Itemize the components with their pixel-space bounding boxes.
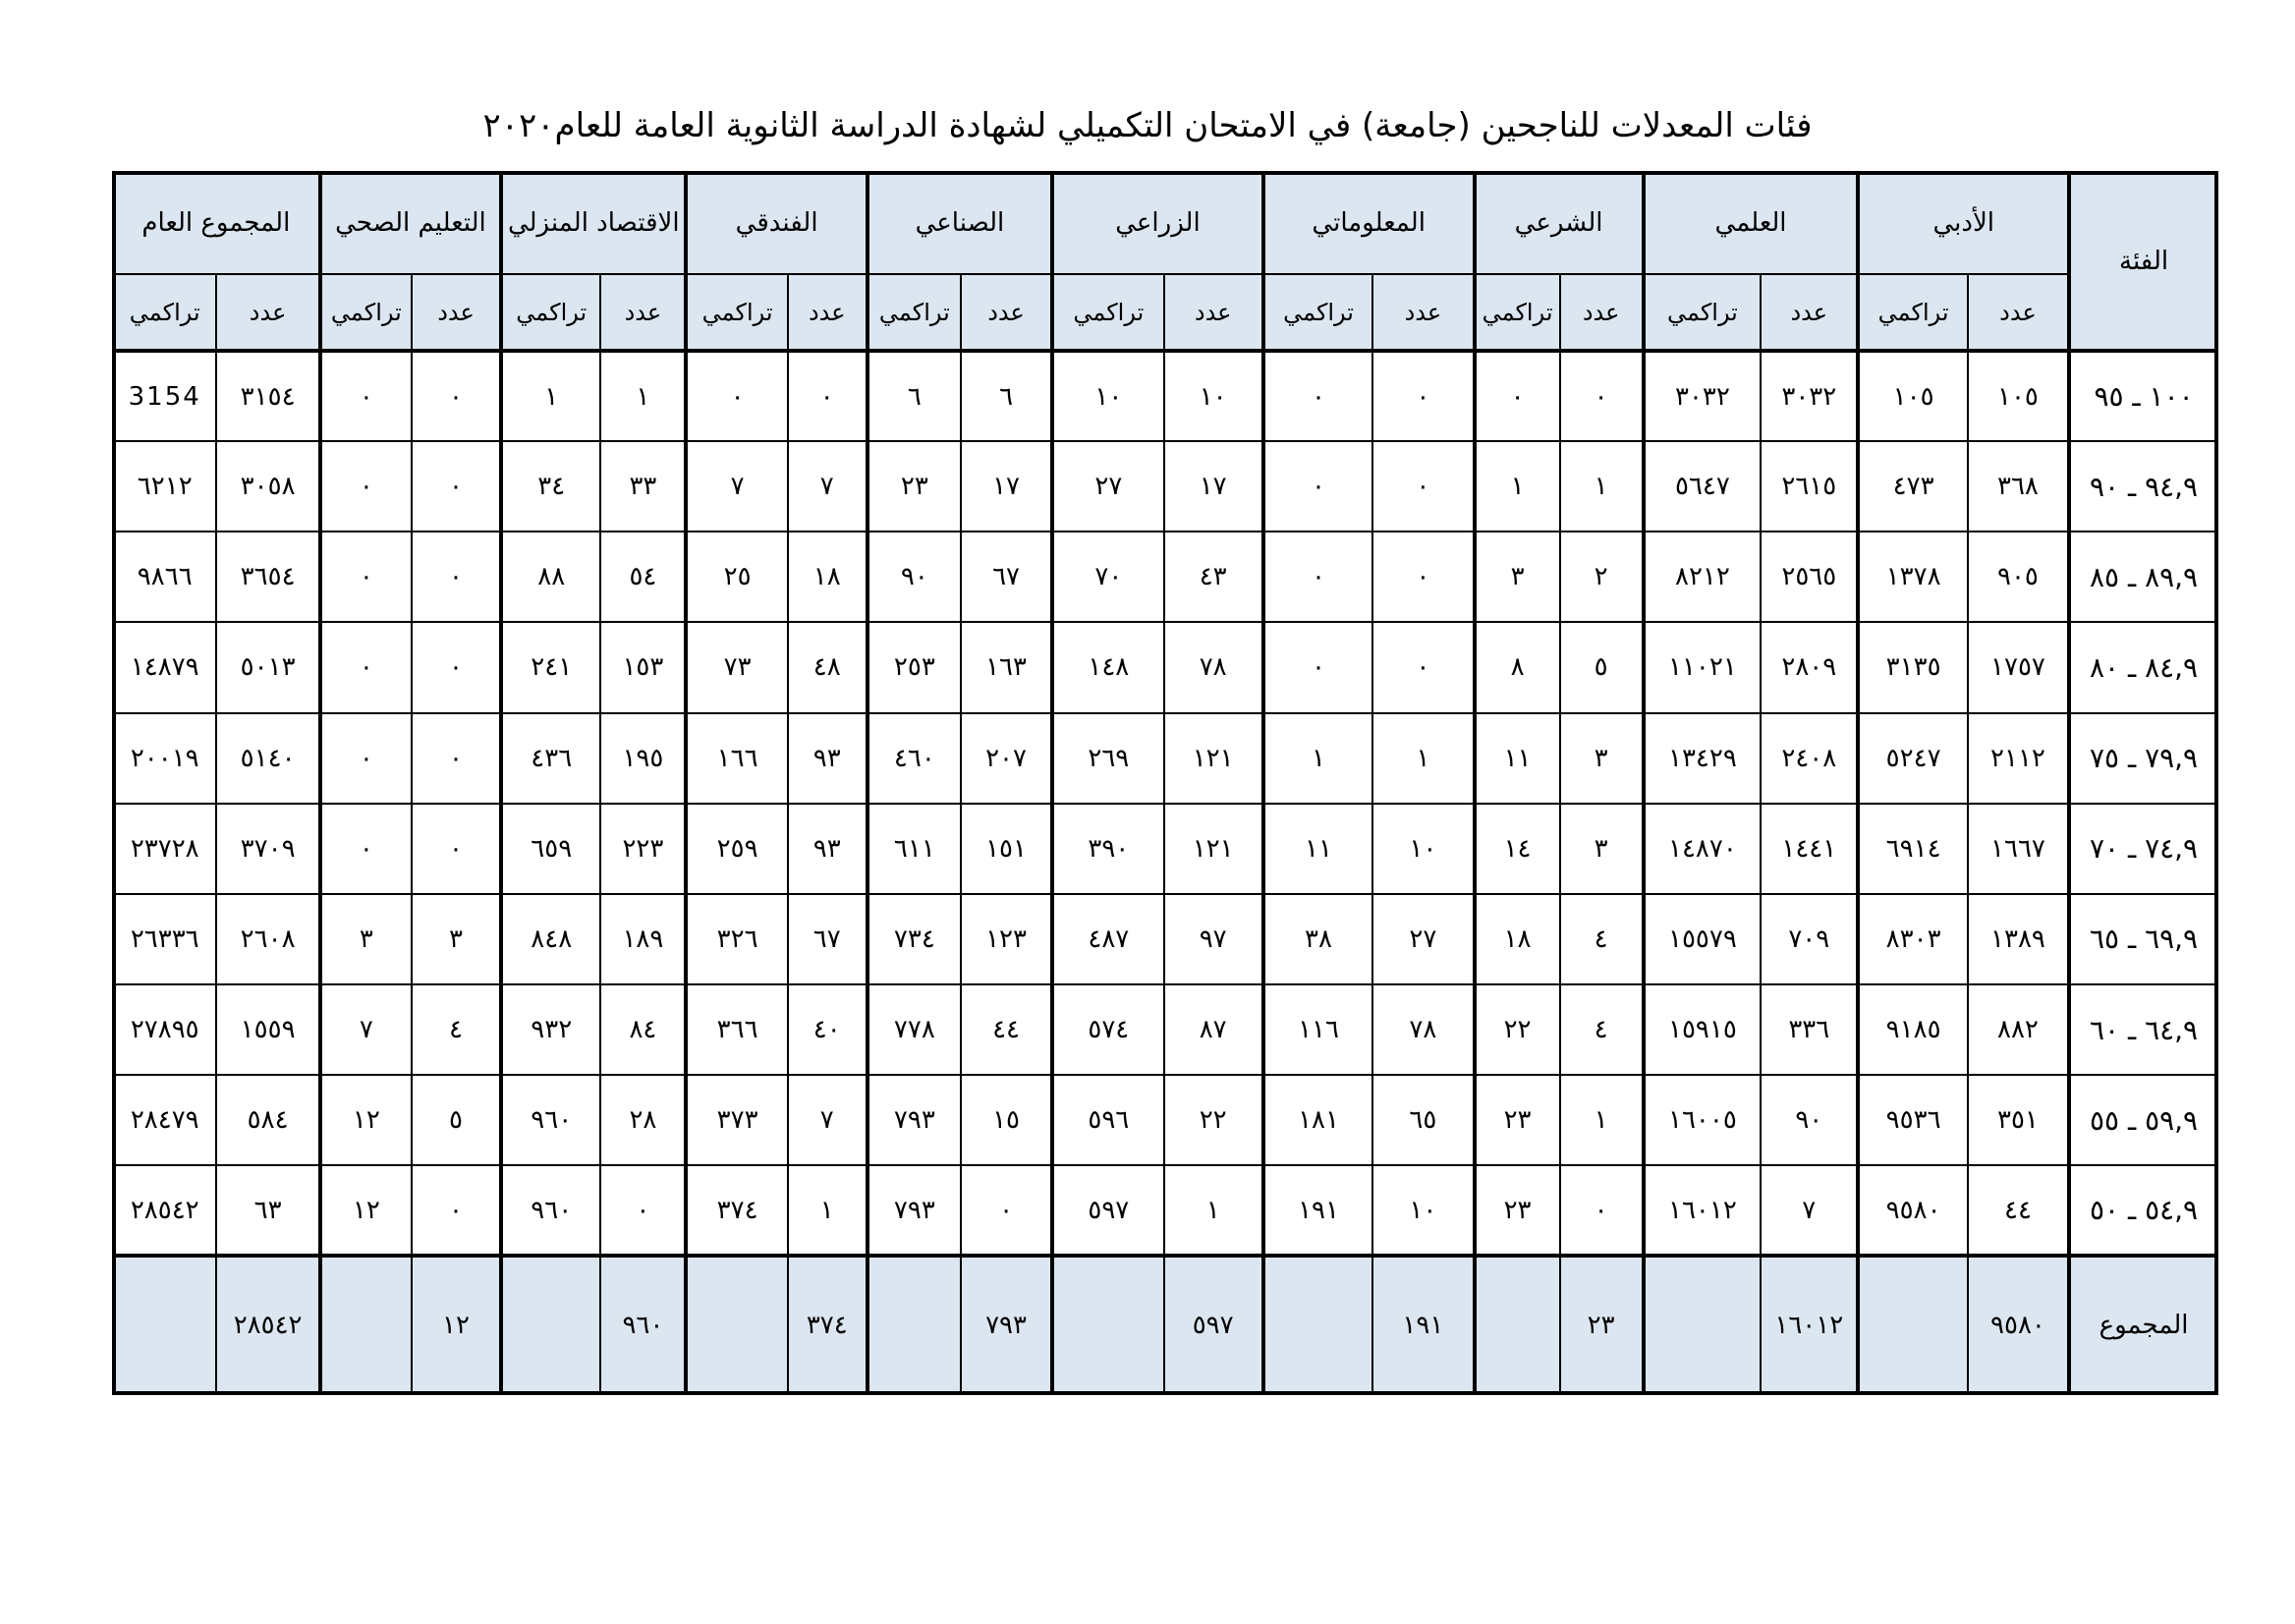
- total-cell: ٢٨٥٤٢: [216, 1256, 319, 1394]
- category-cell: ١٠٠ ـ ٩٥: [2069, 351, 2217, 441]
- table-cell: ١٨: [788, 532, 868, 622]
- count-subheader: عدد: [216, 274, 319, 351]
- total-cell: [1052, 1256, 1163, 1394]
- table-cell: ٣٠٣٢: [1644, 351, 1762, 441]
- table-cell: ٨٨٢: [1968, 984, 2069, 1075]
- table-cell: ٥٢٤٧: [1858, 713, 1967, 804]
- table-cell: ٣٩٠: [1052, 804, 1163, 894]
- table-cell: ١٦٠١٢: [1644, 1165, 1762, 1256]
- total-cell: [1475, 1256, 1560, 1394]
- table-cell: ٢٨٠٩: [1761, 622, 1858, 712]
- table-cell: ٢٥٦٥: [1761, 532, 1858, 622]
- table-cell: ٠: [600, 1165, 686, 1256]
- table-cell: ٨٧: [1164, 984, 1263, 1075]
- table-cell: ١٦٦٧: [1968, 804, 2069, 894]
- table-cell: ٤٦٠: [868, 713, 961, 804]
- table-cell: ٧٩٣: [868, 1165, 961, 1256]
- table-cell: ١٣٧٨: [1858, 532, 1967, 622]
- table-cell: ١٢١: [1164, 804, 1263, 894]
- table-cell: ٤٤: [1968, 1165, 2069, 1256]
- table-row: [113, 804, 2217, 894]
- table-cell: ٤٧٣: [1858, 441, 1967, 532]
- total-cell: ٩٦٠: [600, 1256, 686, 1394]
- table-cell: ٧٧٨: [868, 984, 961, 1075]
- cumulative-subheader: تراكمي: [113, 274, 216, 351]
- table-cell: ٣١٥٤: [216, 351, 319, 441]
- table-cell: ٢: [1560, 532, 1644, 622]
- table-cell: ٢٤١: [501, 622, 600, 712]
- table-cell: ٦٧: [961, 532, 1052, 622]
- table-cell: ٢٧: [1372, 894, 1474, 984]
- table-cell: ٠: [412, 713, 501, 804]
- table-cell: ١٤٤١: [1761, 804, 1858, 894]
- table-cell: ٠: [1263, 532, 1372, 622]
- table-cell: ٠: [686, 351, 787, 441]
- table-cell: ٢٢: [1164, 1075, 1263, 1165]
- table-cell: ٤٨٧: [1052, 894, 1163, 984]
- table-cell: ١٩١: [1263, 1165, 1372, 1256]
- table-cell: ٨٤٨: [501, 894, 600, 984]
- table-cell: 3154: [113, 351, 216, 441]
- table-cell: ١٤٨٧٩: [113, 622, 216, 712]
- table-cell: ٥٩٦: [1052, 1075, 1163, 1165]
- table-cell: ١٠: [1164, 351, 1263, 441]
- table-cell: ٠: [961, 1165, 1052, 1256]
- table-cell: ٩٠: [868, 532, 961, 622]
- table-cell: ٤٨: [788, 622, 868, 712]
- table-cell: ٢٨٥٤٢: [113, 1165, 216, 1256]
- category-cell: ٨٩,٩ ـ ٨٥: [2069, 532, 2217, 622]
- table-cell: ١٥: [961, 1075, 1052, 1165]
- table-cell: ١٦٦: [686, 713, 787, 804]
- total-cell: [1858, 1256, 1967, 1394]
- table-cell: ٣٧٤: [686, 1165, 787, 1256]
- table-cell: ٧٣: [686, 622, 787, 712]
- table-cell: ٦: [868, 351, 961, 441]
- table-cell: ٢٦٠٨: [216, 894, 319, 984]
- total-cell: [868, 1256, 961, 1394]
- table-cell: ٥: [412, 1075, 501, 1165]
- table-cell: ١٤٨٧٠: [1644, 804, 1762, 894]
- table-cell: ٣٠٥٨: [216, 441, 319, 532]
- total-cell: ١٢: [412, 1256, 501, 1394]
- table-cell: ١: [501, 351, 600, 441]
- table-cell: ١٥١: [961, 804, 1052, 894]
- table-cell: ٥٧٤: [1052, 984, 1163, 1075]
- table-cell: ٢٧٨٩٥: [113, 984, 216, 1075]
- total-label: المجموع: [2069, 1256, 2217, 1394]
- table-cell: ٣٦٨: [1968, 441, 2069, 532]
- table-cell: ٠: [320, 622, 412, 712]
- cumulative-subheader: تراكمي: [1052, 274, 1163, 351]
- table-cell: ١: [788, 1165, 868, 1256]
- table-cell: ٥٩٧: [1052, 1165, 1163, 1256]
- table-cell: ٦١١: [868, 804, 961, 894]
- table-cell: ١: [1263, 713, 1372, 804]
- table-cell: ١: [600, 351, 686, 441]
- table-cell: ١٥٩١٥: [1644, 984, 1762, 1075]
- table-cell: ١: [1475, 441, 1560, 532]
- count-subheader: عدد: [1761, 274, 1858, 351]
- table-cell: ٨٢١٢: [1644, 532, 1762, 622]
- category-cell: ٩٤,٩ ـ ٩٠: [2069, 441, 2217, 532]
- table-row: [113, 622, 2217, 712]
- cumulative-subheader: تراكمي: [320, 274, 412, 351]
- table-cell: ٢١١٢: [1968, 713, 2069, 804]
- table-cell: ٧٨: [1372, 984, 1474, 1075]
- table-cell: ٤: [412, 984, 501, 1075]
- table-cell: ٢٦٩: [1052, 713, 1163, 804]
- table-cell: ٠: [412, 1165, 501, 1256]
- table-cell: ٩٠٥: [1968, 532, 2069, 622]
- table-cell: ٩٦٠: [501, 1165, 600, 1256]
- table-cell: ٠: [788, 351, 868, 441]
- group-header: المعلوماتي: [1263, 172, 1475, 274]
- table-cell: ٧٩٣: [868, 1075, 961, 1165]
- table-cell: ٢٨: [600, 1075, 686, 1165]
- table-cell: ٩١٨٥: [1858, 984, 1967, 1075]
- table-cell: ١٢٣: [961, 894, 1052, 984]
- table-cell: ٧٠٩: [1761, 894, 1858, 984]
- count-subheader: عدد: [1968, 274, 2069, 351]
- table-cell: ٦٥: [1372, 1075, 1474, 1165]
- table-cell: ٤٣: [1164, 532, 1263, 622]
- cumulative-subheader: تراكمي: [501, 274, 600, 351]
- category-cell: ٦٤,٩ ـ ٦٠: [2069, 984, 2217, 1075]
- category-header: الفئة: [2069, 172, 2217, 351]
- table-cell: ٣: [412, 894, 501, 984]
- total-cell: ٩٥٨٠: [1968, 1256, 2069, 1394]
- table-cell: ٠: [1475, 351, 1560, 441]
- table-cell: ٣٤: [501, 441, 600, 532]
- table-cell: ١٨: [1475, 894, 1560, 984]
- table-row: [113, 894, 2217, 984]
- table-cell: ٣: [1560, 713, 1644, 804]
- table-cell: ٣٦٥٤: [216, 532, 319, 622]
- table-cell: ٣٨: [1263, 894, 1372, 984]
- table-cell: ٢٣٧٢٨: [113, 804, 216, 894]
- table-cell: ١٦٠٠٥: [1644, 1075, 1762, 1165]
- table-cell: ٢٦٣٣٦: [113, 894, 216, 984]
- table-cell: ٠: [320, 713, 412, 804]
- table-cell: ٧: [686, 441, 787, 532]
- category-cell: ٥٤,٩ ـ ٥٠: [2069, 1165, 2217, 1256]
- table-cell: ٤٣٦: [501, 713, 600, 804]
- table-row: [113, 532, 2217, 622]
- total-cell: [320, 1256, 412, 1394]
- table-cell: ٥٦٤٧: [1644, 441, 1762, 532]
- table-cell: ٢٥٣: [868, 622, 961, 712]
- table-cell: ١٢١: [1164, 713, 1263, 804]
- group-header: الصناعي: [868, 172, 1052, 274]
- table-cell: ٢٦١٥: [1761, 441, 1858, 532]
- table-cell: ١٤: [1475, 804, 1560, 894]
- table-cell: ٩٨٦٦: [113, 532, 216, 622]
- table-cell: ١٩٥: [600, 713, 686, 804]
- table-cell: ١: [1164, 1165, 1263, 1256]
- table-cell: ١: [1560, 441, 1644, 532]
- table-cell: ١١٠٢١: [1644, 622, 1762, 712]
- table-cell: ٠: [320, 351, 412, 441]
- group-header: المجموع العام: [113, 172, 320, 274]
- table-row: [113, 713, 2217, 804]
- table-cell: ٦٧: [788, 894, 868, 984]
- table-cell: ٣٦٦: [686, 984, 787, 1075]
- table-cell: ٠: [1372, 622, 1474, 712]
- table-cell: ٢٢٣: [600, 804, 686, 894]
- table-cell: ١٨١: [1263, 1075, 1372, 1165]
- table-cell: ٢٥٩: [686, 804, 787, 894]
- table-cell: ٣: [1475, 532, 1560, 622]
- total-cell: ٧٩٣: [961, 1256, 1052, 1394]
- results-table: [112, 171, 2218, 1395]
- table-cell: ٣٥١: [1968, 1075, 2069, 1165]
- table-cell: ٦: [961, 351, 1052, 441]
- category-cell: ٧٤,٩ ـ ٧٠: [2069, 804, 2217, 894]
- table-cell: ٠: [320, 804, 412, 894]
- table-cell: ٥: [1560, 622, 1644, 712]
- total-cell: ٥٩٧: [1164, 1256, 1263, 1394]
- table-row: [113, 1165, 2217, 1256]
- count-subheader: عدد: [1372, 274, 1474, 351]
- table-cell: ٧٨: [1164, 622, 1263, 712]
- table-cell: ١٠٥: [1968, 351, 2069, 441]
- table-cell: ٤: [1560, 894, 1644, 984]
- table-cell: ٤٤: [961, 984, 1052, 1075]
- count-subheader: عدد: [1164, 274, 1263, 351]
- table-cell: ٢٣: [1475, 1165, 1560, 1256]
- table-cell: ٦٢١٢: [113, 441, 216, 532]
- table-cell: ٧: [788, 1075, 868, 1165]
- table-cell: ١٨٩: [600, 894, 686, 984]
- total-cell: [1644, 1256, 1762, 1394]
- table-cell: ٠: [412, 532, 501, 622]
- table-cell: ١٧٥٧: [1968, 622, 2069, 712]
- table-cell: ١١٦: [1263, 984, 1372, 1075]
- table-cell: ٢٤٠٨: [1761, 713, 1858, 804]
- table-cell: ١٥٣: [600, 622, 686, 712]
- table-cell: ٢٣: [868, 441, 961, 532]
- table-cell: ٦٩١٤: [1858, 804, 1967, 894]
- count-subheader: عدد: [788, 274, 868, 351]
- table-cell: ٧: [320, 984, 412, 1075]
- table-cell: ٧: [1761, 1165, 1858, 1256]
- table-cell: ٩٠: [1761, 1075, 1858, 1165]
- table-cell: ١٥٥٧٩: [1644, 894, 1762, 984]
- total-cell: ١٦٠١٢: [1761, 1256, 1858, 1394]
- table-cell: ٢٧: [1052, 441, 1163, 532]
- table-cell: ٠: [412, 441, 501, 532]
- table-cell: ١١: [1263, 804, 1372, 894]
- cumulative-subheader: تراكمي: [1644, 274, 1762, 351]
- group-header: الفندقي: [686, 172, 867, 274]
- table-cell: ١٤٨: [1052, 622, 1163, 712]
- table-cell: ١٠: [1052, 351, 1163, 441]
- page-title: فئات المعدلات للناجحين (جامعة) في الامتحان التكميلي لشهادة الدراسة الثانوية العامة للعام٢٠٢٠: [482, 106, 1813, 145]
- table-cell: ٦٥٩: [501, 804, 600, 894]
- count-subheader: عدد: [600, 274, 686, 351]
- table-row: [113, 1075, 2217, 1165]
- table-cell: ٨٤: [600, 984, 686, 1075]
- table-cell: ٩٦٠: [501, 1075, 600, 1165]
- table-row: [113, 441, 2217, 532]
- table-cell: ٩٣: [788, 713, 868, 804]
- table-cell: ٩٥٣٦: [1858, 1075, 1967, 1165]
- table-cell: ٠: [1372, 441, 1474, 532]
- table-cell: ٧: [788, 441, 868, 532]
- total-cell: ٣٧٤: [788, 1256, 868, 1394]
- table-row: [113, 351, 2217, 441]
- cumulative-subheader: تراكمي: [1263, 274, 1372, 351]
- total-cell: [501, 1256, 600, 1394]
- cumulative-subheader: تراكمي: [868, 274, 961, 351]
- category-cell: ٨٤,٩ ـ ٨٠: [2069, 622, 2217, 712]
- table-cell: ٣٧٠٩: [216, 804, 319, 894]
- total-cell: ١٩١: [1372, 1256, 1474, 1394]
- group-header: الشرعي: [1475, 172, 1644, 274]
- group-header: التعليم الصحي: [320, 172, 501, 274]
- table-cell: ٦٣: [216, 1165, 319, 1256]
- table-cell: ٣٢٦: [686, 894, 787, 984]
- cumulative-subheader: تراكمي: [1475, 274, 1560, 351]
- table-cell: ٩٣٢: [501, 984, 600, 1075]
- group-header: الزراعي: [1052, 172, 1263, 274]
- table-cell: ٩٣: [788, 804, 868, 894]
- table-cell: ٨: [1475, 622, 1560, 712]
- table-cell: ١٢: [320, 1075, 412, 1165]
- count-subheader: عدد: [961, 274, 1052, 351]
- table-cell: ١٠: [1372, 804, 1474, 894]
- total-row: [113, 1256, 2217, 1394]
- table-cell: ٢٠٧: [961, 713, 1052, 804]
- table-cell: ٢٠٠١٩: [113, 713, 216, 804]
- table-cell: ١١: [1475, 713, 1560, 804]
- table-cell: ٣١٣٥: [1858, 622, 1967, 712]
- table-cell: ٠: [1560, 351, 1644, 441]
- total-cell: [686, 1256, 787, 1394]
- cumulative-subheader: تراكمي: [1858, 274, 1967, 351]
- table-cell: ٥٨٤: [216, 1075, 319, 1165]
- table-cell: ٠: [1263, 622, 1372, 712]
- table-cell: ٠: [320, 532, 412, 622]
- table-cell: ١٦٣: [961, 622, 1052, 712]
- table-cell: ١٠٥: [1858, 351, 1967, 441]
- table-cell: ٤٠: [788, 984, 868, 1075]
- table-cell: ١٧: [961, 441, 1052, 532]
- cumulative-subheader: تراكمي: [686, 274, 787, 351]
- table-cell: ٩٧: [1164, 894, 1263, 984]
- table-cell: ٧٣٤: [868, 894, 961, 984]
- table-cell: ٢٣: [1475, 1075, 1560, 1165]
- table-cell: ٢٥: [686, 532, 787, 622]
- table-cell: ٥٤: [600, 532, 686, 622]
- group-header: الأدبي: [1858, 172, 2069, 274]
- total-cell: ٢٣: [1560, 1256, 1644, 1394]
- category-cell: ٥٩,٩ ـ ٥٥: [2069, 1075, 2217, 1165]
- table-cell: ١٧: [1164, 441, 1263, 532]
- table-cell: ٤: [1560, 984, 1644, 1075]
- category-cell: ٧٩,٩ ـ ٧٥: [2069, 713, 2217, 804]
- table-cell: ٣٣٦: [1761, 984, 1858, 1075]
- table-cell: ٨٨: [501, 532, 600, 622]
- table-cell: ٣: [320, 894, 412, 984]
- table-cell: ٥١٤٠: [216, 713, 319, 804]
- table-cell: ٠: [1263, 441, 1372, 532]
- table-cell: ١: [1560, 1075, 1644, 1165]
- count-subheader: عدد: [412, 274, 501, 351]
- table-cell: ٠: [1372, 351, 1474, 441]
- table-cell: ٠: [412, 622, 501, 712]
- category-cell: ٦٩,٩ ـ ٦٥: [2069, 894, 2217, 984]
- table-cell: ٩٥٨٠: [1858, 1165, 1967, 1256]
- table-cell: ١٣٤٢٩: [1644, 713, 1762, 804]
- table-cell: ٠: [412, 804, 501, 894]
- table-cell: ٣: [1560, 804, 1644, 894]
- table-cell: ٥٠١٣: [216, 622, 319, 712]
- table-cell: ١٢: [320, 1165, 412, 1256]
- table-cell: ٠: [1560, 1165, 1644, 1256]
- table-cell: ١: [1372, 713, 1474, 804]
- table-cell: ١٠: [1372, 1165, 1474, 1256]
- table-cell: ٠: [412, 351, 501, 441]
- total-cell: [113, 1256, 216, 1394]
- group-header: الاقتصاد المنزلي: [501, 172, 686, 274]
- total-cell: [1263, 1256, 1372, 1394]
- table-cell: ٠: [1372, 532, 1474, 622]
- table-cell: ٣٧٣: [686, 1075, 787, 1165]
- table-cell: ٣٠٣٢: [1761, 351, 1858, 441]
- table-cell: ٨٣٠٣: [1858, 894, 1967, 984]
- group-header: العلمي: [1644, 172, 1859, 274]
- table-cell: ٢٢: [1475, 984, 1560, 1075]
- table-cell: ١٥٥٩: [216, 984, 319, 1075]
- table-cell: ٧٠: [1052, 532, 1163, 622]
- table-cell: ٣٣: [600, 441, 686, 532]
- table-row: [113, 984, 2217, 1075]
- count-subheader: عدد: [1560, 274, 1644, 351]
- table-cell: ٠: [1263, 351, 1372, 441]
- table-cell: ٠: [320, 441, 412, 532]
- table-cell: ١٣٨٩: [1968, 894, 2069, 984]
- table-cell: ٢٨٤٧٩: [113, 1075, 216, 1165]
